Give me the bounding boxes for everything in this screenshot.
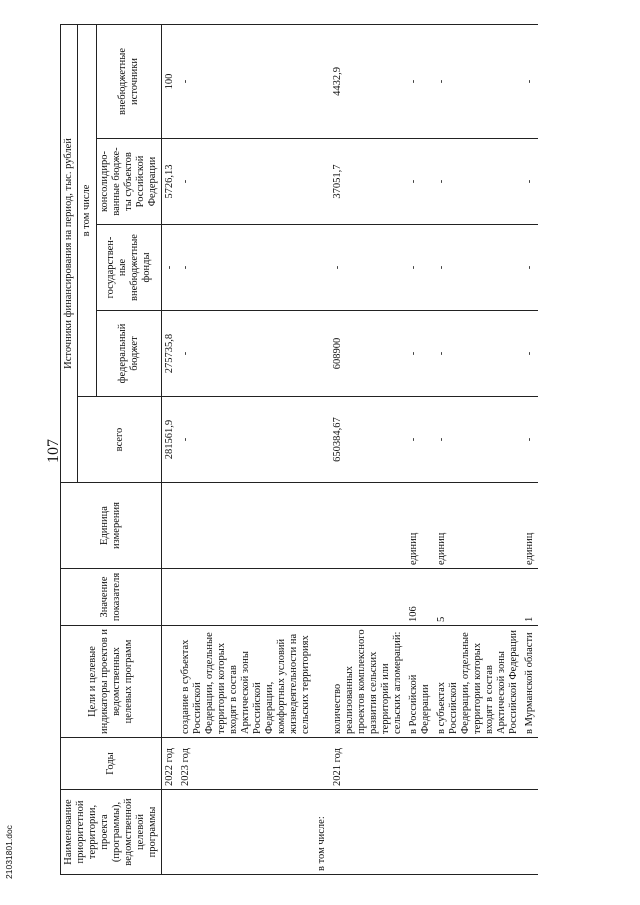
row-state-funds-cell: - (522, 225, 538, 311)
header-goals: Цели и целевые индикаторы проектов и ведомственных целевых программ (61, 626, 162, 738)
row-regional-cell: - (522, 139, 538, 225)
row-name-cell (434, 790, 522, 875)
header-extra: внебюджетные источники (97, 24, 162, 138)
row-state-funds-cell: - (330, 225, 406, 311)
row-unit-cell (314, 483, 330, 569)
row-goal-cell (162, 626, 179, 738)
header-regional: консолидиро-ванные бюдже-ты субъектов Российской Федерации (97, 139, 162, 225)
row-total-cell: 650384,67 (330, 397, 406, 483)
row-value-cell: 1 (522, 569, 538, 626)
row-federal-cell: - (406, 311, 434, 397)
row-goal-cell: количество реализованных проектов комплексного развития сельских территорий или сельских агломераций: (330, 626, 406, 738)
row-total-cell: - (522, 397, 538, 483)
row-extra-cell: - (178, 24, 314, 138)
row-federal-cell: 275735,8 (162, 311, 179, 397)
rotated-table-container (60, 25, 580, 875)
row-year-cell: 2023 год (178, 738, 314, 790)
row-federal-cell: - (522, 311, 538, 397)
table-row (178, 24, 314, 874)
table-body (162, 24, 539, 874)
row-name-cell (522, 790, 538, 875)
row-federal-cell: - (178, 311, 314, 397)
row-value-cell (178, 569, 314, 626)
row-name-cell (178, 790, 314, 875)
row-unit-cell: единиц (406, 483, 434, 569)
row-state-funds-cell: - (162, 225, 179, 311)
header-sources: Источники финансирования на период, тыс. рублей (61, 24, 78, 482)
row-value-cell (314, 569, 330, 626)
header-total: всего (78, 397, 162, 483)
row-state-funds-cell: - (406, 225, 434, 311)
row-unit-cell (178, 483, 314, 569)
row-extra-cell: - (406, 24, 434, 138)
header-incl: в том числе (78, 24, 97, 396)
row-year-cell (314, 738, 330, 790)
row-regional-cell: 5726,13 (162, 139, 179, 225)
row-total-cell: - (406, 397, 434, 483)
row-state-funds-cell: - (434, 225, 522, 311)
row-regional-cell: - (406, 139, 434, 225)
row-value-cell: 106 (406, 569, 434, 626)
table-row (162, 24, 179, 874)
row-total-cell (314, 397, 330, 483)
row-extra-cell (314, 24, 330, 138)
header-value: Значение показателя (61, 569, 162, 626)
row-extra-cell: 100 (162, 24, 179, 138)
row-name-cell: в том числе: (314, 790, 330, 875)
row-name-cell (330, 790, 406, 875)
header-name: Наименование приоритетной территории, проекта (программы), ведомственной целевой программы (61, 790, 162, 875)
row-year-cell (406, 738, 434, 790)
row-total-cell: - (434, 397, 522, 483)
row-goal-cell: в субъектах Российской Федерации, отдельные территории которых входят в состав Арктической зоны Российской Федерации (434, 626, 522, 738)
row-name-cell (162, 790, 179, 875)
row-value-cell (330, 569, 406, 626)
row-year-cell: 2021 год (330, 738, 406, 790)
row-regional-cell: - (178, 139, 314, 225)
header-unit: Единица измерения (61, 483, 162, 569)
row-total-cell: - (178, 397, 314, 483)
row-goal-cell: в Российской Федерации (406, 626, 434, 738)
row-year-cell: 2022 год (162, 738, 179, 790)
row-value-cell (162, 569, 179, 626)
row-year-cell (522, 738, 538, 790)
header-years: Годы (61, 738, 162, 790)
row-unit-cell (162, 483, 179, 569)
row-regional-cell: - (434, 139, 522, 225)
row-federal-cell (314, 311, 330, 397)
row-federal-cell: 608900 (330, 311, 406, 397)
row-state-funds-cell (314, 225, 330, 311)
row-extra-cell: 4432,9 (330, 24, 406, 138)
row-goal-cell (314, 626, 330, 738)
table-row (406, 24, 434, 874)
page-number: 107 (45, 439, 62, 463)
row-goal-cell: в Мурманской области (522, 626, 538, 738)
row-regional-cell: 37051,7 (330, 139, 406, 225)
row-state-funds-cell: - (178, 225, 314, 311)
table-header (61, 24, 162, 874)
row-name-cell (406, 790, 434, 875)
table-row (522, 24, 538, 874)
header-federal: федеральный бюджет (97, 311, 162, 397)
row-total-cell: 281561,9 (162, 397, 179, 483)
financing-table (60, 24, 538, 875)
row-goal-cell: создание в субъектах Российской Федерации, отдельные территории которых входят в состав Арктической зоны Российской Федерации, комфортных условий жизнедеятельности на сельских территориях (178, 626, 314, 738)
row-year-cell (434, 738, 522, 790)
table-row (330, 24, 406, 874)
row-unit-cell: единиц (522, 483, 538, 569)
row-regional-cell (314, 139, 330, 225)
header-state-funds: государствен-ные внебюджетные фонды (97, 225, 162, 311)
row-value-cell: 5 (434, 569, 522, 626)
row-unit-cell: единиц (434, 483, 522, 569)
row-federal-cell: - (434, 311, 522, 397)
row-extra-cell: - (522, 24, 538, 138)
document-id: 21031801.doc (4, 825, 14, 879)
table-row (314, 24, 330, 874)
table-row (434, 24, 522, 874)
row-unit-cell (330, 483, 406, 569)
row-extra-cell: - (434, 24, 522, 138)
